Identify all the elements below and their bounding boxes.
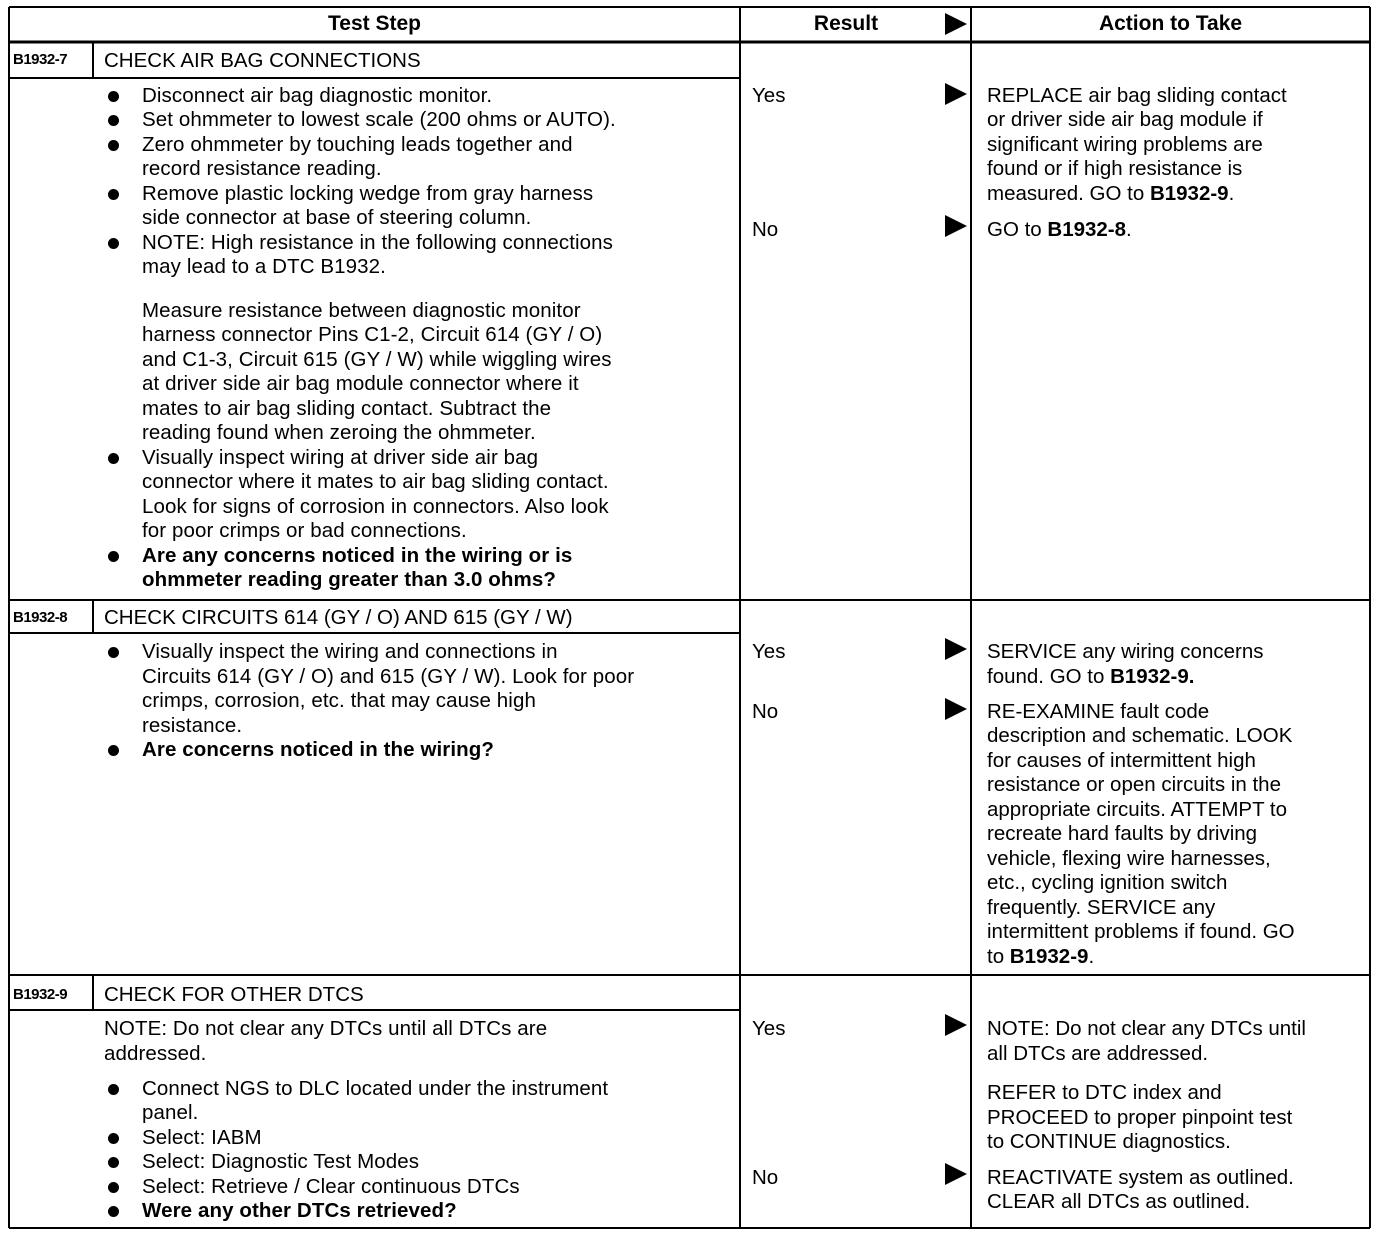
step-line: reading found when zeroing the ohmmeter. <box>142 421 536 444</box>
bullet-icon <box>108 453 119 464</box>
action-line: NOTE: Do not clear any DTCs until <box>987 1017 1306 1040</box>
bullet-icon <box>108 1084 119 1095</box>
step-line: Look for signs of corrosion in connectors. Also look <box>142 495 609 518</box>
step-line: Remove plastic locking wedge from gray harness <box>142 182 594 205</box>
step-line: connector where it mates to air bag sliding contact. <box>142 470 609 493</box>
action-line: description and schematic. LOOK <box>987 724 1293 747</box>
arrow-icon <box>945 215 967 237</box>
action-line: intermittent problems if found. GO <box>987 920 1295 943</box>
header-action: Action to Take <box>1098 12 1243 35</box>
arrow-icon <box>945 1163 967 1185</box>
step-line: Measure resistance between diagnostic monitor <box>142 299 581 322</box>
arrow-icon <box>945 83 967 105</box>
action-line: RE-EXAMINE fault code <box>987 700 1210 723</box>
action-line: REACTIVATE system as outlined. <box>987 1166 1294 1189</box>
action-line: or driver side air bag module if <box>987 108 1263 131</box>
step-question: Were any other DTCs retrieved? <box>142 1199 457 1222</box>
action-line: all DTCs are addressed. <box>987 1042 1209 1065</box>
action-line: recreate hard faults by driving <box>987 822 1258 845</box>
bullet-icon <box>108 1157 119 1168</box>
header-test-step: Test Step <box>328 12 421 35</box>
bullet-icon <box>108 115 119 126</box>
action-line: resistance or open circuits in the <box>987 773 1281 796</box>
action-line: PROCEED to proper pinpoint test <box>987 1106 1293 1129</box>
step-line: Disconnect air bag diagnostic monitor. <box>142 84 493 107</box>
step-title: CHECK CIRCUITS 614 (GY / O) AND 615 (GY / W) <box>104 606 573 629</box>
step-line: for poor crimps or bad connections. <box>142 519 467 542</box>
action-line: for causes of intermittent high <box>987 749 1256 772</box>
step-title: CHECK AIR BAG CONNECTIONS <box>104 49 421 72</box>
result-no: No <box>752 1166 779 1189</box>
action-line: significant wiring problems are <box>987 133 1263 156</box>
step-question: Are concerns noticed in the wiring? <box>142 738 495 761</box>
step-id: B1932-8 <box>13 609 68 626</box>
step-note: addressed. <box>104 1042 207 1065</box>
bullet-icon <box>108 189 119 200</box>
step-line: Select: Diagnostic Test Modes <box>142 1150 420 1173</box>
action-line: found or if high resistance is <box>987 157 1243 180</box>
step-line: may lead to a DTC B1932. <box>142 255 386 278</box>
bullet-icon <box>108 745 119 756</box>
step-line: mates to air bag sliding contact. Subtract the <box>142 397 552 420</box>
step-line: resistance. <box>142 714 243 737</box>
action-line: CLEAR all DTCs as outlined. <box>987 1190 1251 1213</box>
bullet-icon <box>108 1133 119 1144</box>
step-line: Select: IABM <box>142 1126 262 1149</box>
step-line: Set ohmmeter to lowest scale (200 ohms or AUTO). <box>142 108 616 131</box>
action-line: appropriate circuits. ATTEMPT to <box>987 798 1288 821</box>
step-line: and C1-3, Circuit 615 (GY / W) while wiggling wires <box>142 348 612 371</box>
step-line: Connect NGS to DLC located under the instrument <box>142 1077 609 1100</box>
bullet-icon <box>108 647 119 658</box>
step-line: record resistance reading. <box>142 157 382 180</box>
bullet-icon <box>108 551 119 562</box>
step-line: Visually inspect wiring at driver side air bag <box>142 446 539 469</box>
action-line: GO to B1932-8. <box>987 218 1132 241</box>
result-yes: Yes <box>752 84 786 107</box>
step-line: at driver side air bag module connector where it <box>142 372 579 395</box>
action-line: found. GO to B1932-9. <box>987 665 1195 688</box>
step-line: side connector at base of steering column. <box>142 206 532 229</box>
bullet-icon <box>108 1206 119 1217</box>
step-line: crimps, corrosion, etc. that may cause high <box>142 689 536 712</box>
bullet-icon <box>108 91 119 102</box>
step-line: NOTE: High resistance in the following connections <box>142 231 614 254</box>
action-line: frequently. SERVICE any <box>987 896 1216 919</box>
result-no: No <box>752 700 779 723</box>
arrow-icon <box>945 1014 967 1036</box>
step-id: B1932-7 <box>13 51 68 68</box>
step-title: CHECK FOR OTHER DTCS <box>104 983 364 1006</box>
action-line: vehicle, flexing wire harnesses, <box>987 847 1271 870</box>
header-result: Result <box>813 12 879 35</box>
step-line: panel. <box>142 1101 199 1124</box>
result-yes: Yes <box>752 1017 786 1040</box>
result-yes: Yes <box>752 640 786 663</box>
header-arrow-icon <box>945 13 967 35</box>
action-line: SERVICE any wiring concerns <box>987 640 1264 663</box>
step-question: Are any concerns noticed in the wiring or is <box>142 544 573 567</box>
result-no: No <box>752 218 779 241</box>
step-question: ohmmeter reading greater than 3.0 ohms? <box>142 568 556 591</box>
step-line: Visually inspect the wiring and connections in <box>142 640 558 663</box>
action-line: to B1932-9. <box>987 945 1095 968</box>
action-line: measured. GO to B1932-9. <box>987 182 1235 205</box>
step-line: Circuits 614 (GY / O) and 615 (GY / W). Look for poor <box>142 665 635 688</box>
bullet-icon <box>108 140 119 151</box>
bullet-icon <box>108 1182 119 1193</box>
arrow-icon <box>945 638 967 660</box>
action-line: to CONTINUE diagnostics. <box>987 1130 1231 1153</box>
action-line: etc., cycling ignition switch <box>987 871 1228 894</box>
action-line: REFER to DTC index and <box>987 1081 1222 1104</box>
step-id: B1932-9 <box>13 986 68 1003</box>
arrow-icon <box>945 698 967 720</box>
step-line: Select: Retrieve / Clear continuous DTCs <box>142 1175 520 1198</box>
step-line: Zero ohmmeter by touching leads together and <box>142 133 573 156</box>
step-note: NOTE: Do not clear any DTCs until all DTCs are <box>104 1017 548 1040</box>
bullet-icon <box>108 238 119 249</box>
action-line: REPLACE air bag sliding contact <box>987 84 1287 107</box>
step-line: harness connector Pins C1-2, Circuit 614 (GY / O) <box>142 323 603 346</box>
